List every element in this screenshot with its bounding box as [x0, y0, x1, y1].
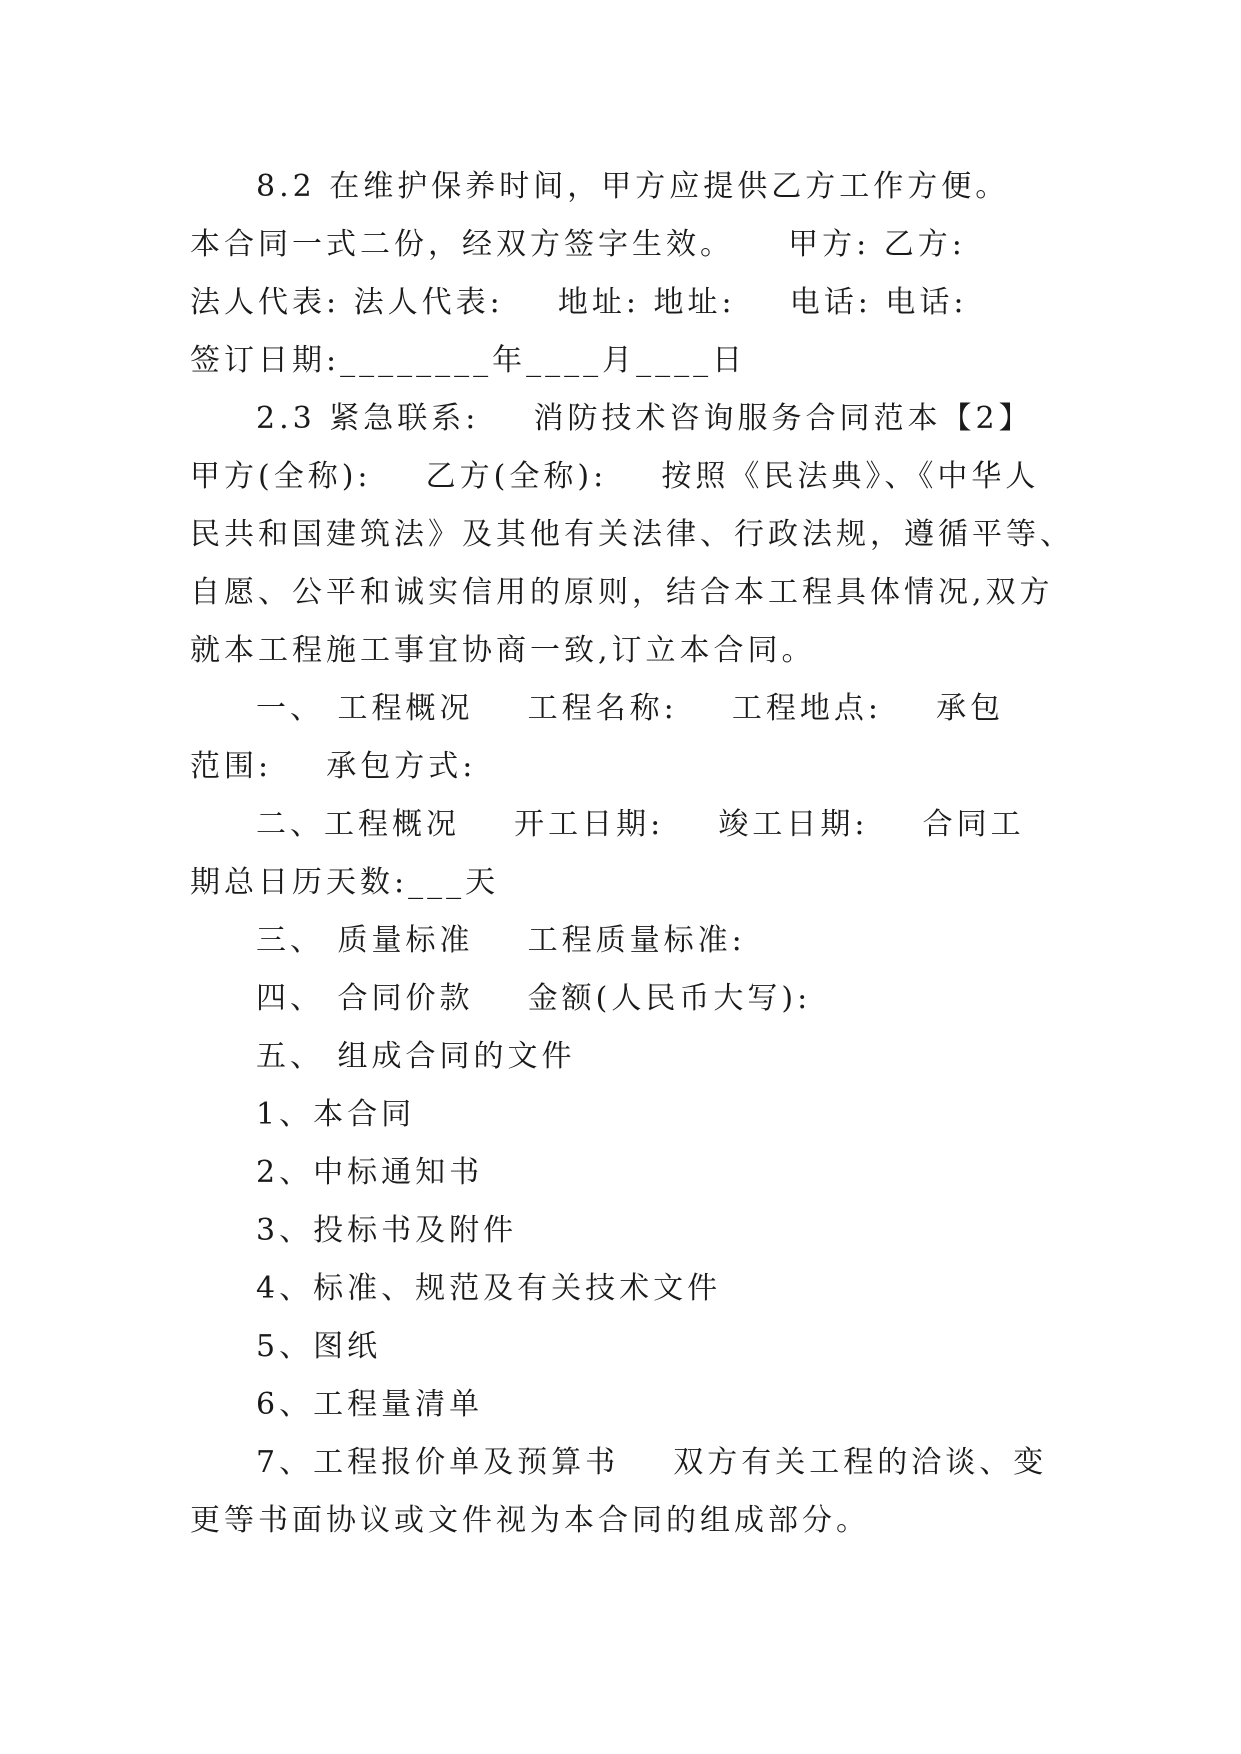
text-line: 民共和国建筑法》及其他有关法律、行政法规，遵循平等、: [190, 517, 1074, 552]
text-line: 更等书面协议或文件视为本合同的组成部分。: [190, 1503, 870, 1538]
text-line: 二、工程概况 开工日期: 竣工日期: 合同工: [256, 807, 1025, 842]
document-body: [190, 158, 1074, 1550]
text-line: 就本工程施工事宜协商一致,订立本合同。: [190, 633, 816, 668]
text-line: 8.2 在维护保养时间，甲方应提供乙方工作方便。: [256, 169, 1010, 204]
text-line: 三、 质量标准 工程质量标准:: [256, 923, 746, 958]
text-line: 6、工程量清单: [256, 1387, 484, 1422]
text-line: 签订日期:________年____月____日: [190, 343, 747, 378]
text-line: 4、标准、规范及有关技术文件: [256, 1271, 722, 1306]
text-line: 2.3 紧急联系: 消防技术咨询服务合同范本【2】: [256, 401, 1033, 436]
text-line: 2、中标通知书: [256, 1155, 484, 1190]
text-line: 五、 组成合同的文件: [256, 1039, 576, 1074]
text-line: 1、本合同: [256, 1097, 416, 1132]
text-line: 法人代表: 法人代表: 地址: 地址: 电话: 电话:: [190, 285, 968, 320]
text-line: 自愿、公平和诚实信用的原则，结合本工程具体情况,双方: [190, 575, 1054, 610]
text-line: 四、 合同价款 金额(人民币大写):: [256, 981, 812, 1016]
text-line: 甲方(全称): 乙方(全称): 按照《民法典》、《中华人: [190, 459, 1040, 494]
text-line: 范围: 承包方式:: [190, 749, 477, 784]
text-line: 7、工程报价单及预算书 双方有关工程的洽谈、变: [256, 1445, 1048, 1480]
text-line: 3、投标书及附件: [256, 1213, 518, 1248]
text-line: 期总日历天数:___天: [190, 865, 500, 900]
text-line: 一、 工程概况 工程名称: 工程地点: 承包: [256, 691, 1005, 726]
text-line: 5、图纸: [256, 1329, 382, 1364]
text-line: 本合同一式二份，经双方签字生效。 甲方: 乙方:: [190, 227, 966, 262]
